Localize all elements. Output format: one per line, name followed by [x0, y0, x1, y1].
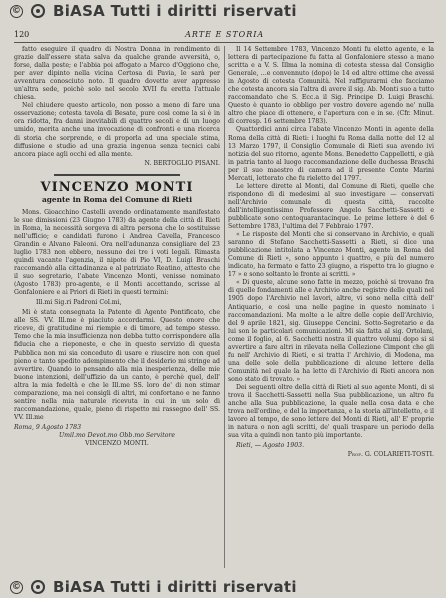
first-article-signature: N. BERTOGLIO PISANI.: [144, 159, 220, 167]
column-divider: [224, 46, 225, 568]
letter-salutation: Ill.mi Sig.ri Padroni Col.mi,: [36, 299, 122, 307]
right-paragraph-1: Il 14 Settembre 1783, Vincenzo Monti fu eletto agente, e la lettera di partecipazione fu fatta al Gonfaloniere stesso a mano scritta e a V. S. Illma la nomina di cotesta stessa dal Consiglio Generale, ...e convennuto (dopo) le 14 ed altre ottime che avessi in Agosto di cotesta Comunità. Nel raffigurarmi che facciamo che cotesta ancora sia l'altra di avere il sig. Ab. Monti suo a tutto raccomandato che S. Ecc.a il Sig. Principe D. Luigi Braschi. Questo è quanto io obbligo per vostro dovere agendo ne' nulla altro che piace di ottenere, e l'apertura con e in se. (Cfr. Minut. di corresp. 16 settembre 1783).: [228, 46, 434, 126]
right-paragraph-6: Dei seguenti oltre della città di Rieti al suo agente Monti, di si trova il Sacchetti-Sassetti nella Sua pubblicazione, un altro fu anche alla Sua pubblicazione, la quale nella cosa data e che trova nell'ordine, e del la importanza, e la storia all'intelletto, e il lavoro al tempo, de sono lettere del Monti di Rieti, all' E' proprie in natura o non agli scritti, de' quali traspare un periodo della sua vita a quindi non tanto più importante.: [228, 383, 434, 440]
letter-signature: VINCENZO MONTI.: [85, 440, 149, 448]
watermark-bottom: [0, 576, 446, 598]
second-article-signature: Prof. G. COLARIETI-TOSTI.: [347, 451, 434, 459]
intro-paragraph: fatto eseguire il quadro di Nostra Donna in rendimento di grazie dall'essere stata salva da qualche grande avversità, o, forse, dalla peste; e l'abbia poi affogato a Marco d'Oggiono che, per aver dipinto nella vicina Certosa di Pavia, le sarà per avventura conosciuto noto. Il quadro dovette aver appresso un'altra sede, poichè solo nel secolo XVII fu eretta l'attuale chiesa.: [14, 46, 220, 102]
biasa-logo-icon: [31, 580, 45, 594]
right-paragraph-3: Le lettere dirette al Monti, dal Comune di Rieti, quelle che rispondono di di medesimi al suo investigare — conservati nell'Archivio comunale di questa città, raccolte dall'intelligentissimo Professore Angelo Sacchetti-Sassetti e pubblicate sono centoquarantacinque. Le prime lettere è del 6 Settembre 1783, l'ultima del 7 Febbraio 1797.: [228, 182, 434, 231]
article-title: VINCENZO MONTI: [40, 179, 194, 195]
watermark-text: BiASA Tutti i diritti riservati: [53, 578, 297, 596]
running-title: ARTE E STORIA: [185, 30, 265, 39]
page-header: [14, 30, 434, 43]
watermark-top: [0, 0, 446, 22]
letter-place-date: Roma, 9 Agosto 1783: [14, 423, 82, 431]
second-paragraph: Nel chiudere questo articolo, non posso a meno di fare una osservazione; cotesta tavola di Besate, pure così come la si è in ora ridotta, fra danni inevitabili di quattro secoli e di un luogo umido, merita anche una invocazione di confronti e una ricerca di storia che sorprende, e di proporla ad una speciale stima, diffusione e studio ad una grazia ingenua senza tecnici cabi ancora piace agli occhi ed alla mente.: [14, 102, 220, 158]
biasa-logo-icon: [31, 4, 45, 18]
copyright-icon: ©: [11, 582, 22, 592]
letter-closing-formula: Umil.mo Devot.mo Obb.mo Servitore: [58, 431, 176, 439]
letter-body: Mi è stata consegnata la Patente di Agente Pontificato, che alle SS. VV. Ill.me è piaciuto accordarmi. Questo onore che riceve, di gratitudine mi riempie e di timore, ad tempo stesso. Temo che la mia insufficienza non debba tutto corrispondere alla fiducia che a rieponeste, e che in questo servizio di questa Pubblica non mi sia conceduto di usare e riuscire non con quel pieno e tanto spedito adempimento che il desiderio mi stringe ad avvertire. Quando io pensando alla mia inesperienza, delle mie buone intenzioni, dell'uffizio da un canto, è perchè quel, dell' altra la mia fedeltà e che le Ill.me SS. loro de' di non stimar comparazione, ma nei consigli di altri, mi confortano e ne fanno sentire nella mia naturale ricevuta in cui in un solo di raccomandazione, quale, pieno di rispetto mi rassegno dell' SS. VV. Ill.me: [14, 309, 220, 421]
section-divider: [54, 174, 180, 176]
copyright-icon: ©: [11, 6, 22, 16]
right-column: [228, 46, 434, 574]
page-number: 120: [14, 30, 30, 39]
right-paragraph-2: Quattordici anni circa l'abate Vincenzo Monti in agente della Roma della città di Rieti: i luoghi fu Roma dalla notte del 12 al 13 Marzo 1797, il Consiglio Comunale di Rieti sua avendo ivi notizia del suo ritorno, agente Mons. Benedetto Cappelletti, e già in patria tanto al luogo raccomandazione delle duchessa Braschi per il suo maestro di camera ad il presente Conte Marini Mercati, letterato che fu rieletto del 1797.: [228, 126, 434, 182]
left-column: [14, 46, 220, 574]
right-paragraph-5: « Di queste, alcune sono fatte in mezzo, poichè si trovano fra di quelle fondamenti alle e Archivio anche registro delle quali nel 1905 dopo l'Archivio nel lavori, altre, vi sono nella città dell' Antiquario, e così una nelle pagine in questo nominato i raccomandazioni. Ma molte a le altre delle copie dell'Archivio, del 9 aprile 1821, sig. Giuseppe Cencini. Sotto-Segretario e da lui son le particolari comunicazioni. Mi sia fatta al sig. Ortolani, come il foglio, al 6. Sacchetti nostra il quattro volumi dopo si si avvertire a fare altri in rilevata nella Collezione Cimpont che gli fu nell' Archivio di Rieti, e si tratta l' Archivio, di Modena, ma una delle sole della pubblicazione di alcune lettere della Comunità nel quale la ha letto di l'Archivio di Rieti ancora non sono stato di trovato. »: [228, 279, 434, 383]
article-subtitle: agente in Roma del Comune di Rieti: [41, 194, 193, 204]
right-paragraph-4: « Le risposte del Monti che si conservano in Archivio, e quali saranno di Stefano Sacchetti-Sassetti a Rieti, si dice una pubblicazione intitolata a Vincenzo Monti, agente in Roma del Comune di Rieti », sono appunto i quattro, e più del numero indicato, ha fermato e fatto 23 giugno, a rispetto tra lo giugno e 17 » e sono soltanto le fronte ai scritti. »: [228, 231, 434, 279]
article-body: Mons. Gioacchino Castelli avendo ordinatamente manifestato le sue dimissioni (23 Giugno 1783) da agente della città di Rieti in Roma, la necessità sorgeva di altra persona che lo sostituisse nell'ufficio; e candidati furono i Andrea Cavella, Francesco Grandin e Alvano Faleoni. Ora nell'adunanza consigliare del 23 luglio 1783 non ebbero, nessuno dei tre i voti legali. Rimasta quindi vacante l'agenzia, il nipote di Pio VI, D. Luigi Braschi raccomandò alla cittadinanza e al patriziato Reatino, attesto che il suo segretario, l'abate Vincenzo Monti, venisse nominato (Agosto 1783) pro-agente, e il Monti accettando, scrisse al Gonfaloniere e ai Priori di Rieti in questi termini:: [14, 208, 220, 297]
right-date-line: Rieti, — Agosto 1903.: [236, 442, 305, 450]
watermark-text: BiASA Tutti i diritti riservati: [53, 2, 297, 20]
